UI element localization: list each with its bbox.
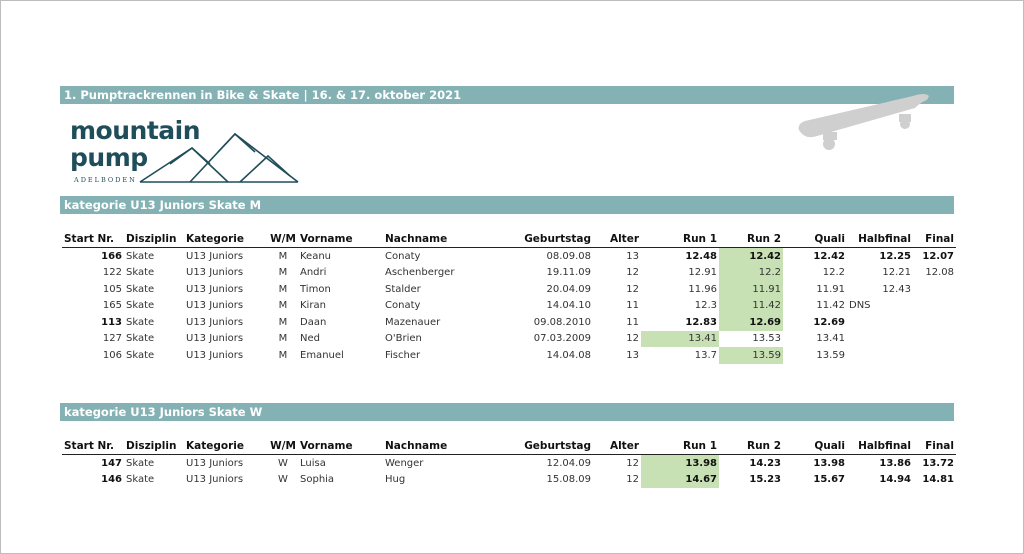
cell-kategorie: U13 Juniors bbox=[186, 300, 244, 312]
cell-nachname: Conaty bbox=[385, 300, 421, 312]
cell-kategorie: U13 Juniors bbox=[186, 333, 244, 345]
cell-kategorie: U13 Juniors bbox=[186, 474, 244, 486]
cell-halbfinal bbox=[847, 331, 913, 348]
cell-run1: 13.7 bbox=[694, 349, 717, 361]
cell-halbfinal: 12.25 bbox=[879, 250, 911, 262]
cell-run2: 11.42 bbox=[719, 298, 783, 315]
col-header-nachname: Nachname bbox=[383, 230, 493, 248]
cell-kategorie: U13 Juniors bbox=[186, 267, 244, 279]
cell-nachname: Stalder bbox=[385, 283, 421, 295]
cell-run1: 11.96 bbox=[688, 283, 717, 295]
cell-nachname: Conaty bbox=[385, 250, 421, 262]
cell-vorname: Emanuel bbox=[300, 349, 344, 361]
table-row bbox=[62, 331, 956, 348]
cell-wm: M bbox=[278, 316, 288, 328]
col-header-wm: W/M bbox=[268, 437, 298, 455]
cell-run2: 12.69 bbox=[719, 314, 783, 331]
cell-geburtstag: 07.03.2009 bbox=[533, 333, 591, 345]
table-row bbox=[62, 281, 956, 298]
cell-wm: M bbox=[278, 283, 288, 295]
cell-run2: 12.2 bbox=[719, 265, 783, 282]
cell-start-nr: 165 bbox=[102, 300, 122, 312]
cell-disziplin: Skate bbox=[126, 316, 155, 328]
section-heading-w: kategorie U13 Juniors Skate W bbox=[64, 405, 263, 419]
cell-wm: M bbox=[278, 250, 288, 262]
logo-subtitle: ADELBODEN bbox=[74, 176, 137, 184]
col-header-run2: Run 2 bbox=[719, 230, 783, 248]
cell-vorname: Daan bbox=[300, 316, 327, 328]
col-header-alter: Alter bbox=[593, 437, 641, 455]
cell-start-nr: 166 bbox=[101, 250, 122, 262]
section-heading-band-w bbox=[60, 403, 954, 421]
col-header-geburtstag: Geburtstag bbox=[493, 437, 593, 455]
cell-start-nr: 122 bbox=[102, 267, 122, 279]
cell-final bbox=[913, 347, 956, 364]
cell-run1: 12.3 bbox=[694, 300, 717, 312]
results-table-m bbox=[62, 230, 956, 364]
cell-nachname: Aschenberger bbox=[385, 267, 455, 279]
table-row bbox=[62, 347, 956, 364]
table-row bbox=[62, 265, 956, 282]
cell-kategorie: U13 Juniors bbox=[186, 250, 244, 262]
cell-quali: 13.41 bbox=[816, 333, 845, 345]
cell-halbfinal: DNS bbox=[849, 300, 871, 312]
cell-final: 14.81 bbox=[922, 474, 954, 486]
cell-vorname: Andri bbox=[300, 267, 327, 279]
cell-final bbox=[913, 314, 956, 331]
cell-start-nr: 113 bbox=[101, 316, 122, 328]
cell-disziplin: Skate bbox=[126, 457, 155, 469]
table-row bbox=[62, 298, 956, 315]
cell-final bbox=[913, 281, 956, 298]
cell-run2: 13.59 bbox=[719, 347, 783, 364]
cell-alter: 12 bbox=[626, 457, 639, 469]
cell-quali: 11.42 bbox=[816, 300, 845, 312]
cell-start-nr: 105 bbox=[102, 283, 122, 295]
cell-alter: 13 bbox=[626, 250, 639, 262]
cell-wm: M bbox=[278, 300, 288, 312]
table-row bbox=[62, 472, 956, 489]
col-header-start-nr: Start Nr. bbox=[62, 230, 124, 248]
cell-vorname: Kiran bbox=[300, 300, 326, 312]
section-heading-m: kategorie U13 Juniors Skate M bbox=[64, 198, 262, 212]
cell-final bbox=[913, 331, 956, 348]
col-header-disziplin: Disziplin bbox=[124, 230, 184, 248]
logo-word-mountain: mountain bbox=[70, 116, 201, 145]
col-header-quali: Quali bbox=[783, 230, 847, 248]
cell-disziplin: Skate bbox=[126, 474, 155, 486]
col-header-run1: Run 1 bbox=[641, 437, 719, 455]
cell-run2: 15.23 bbox=[749, 474, 781, 486]
cell-halbfinal: 13.86 bbox=[879, 457, 911, 469]
cell-quali: 13.98 bbox=[813, 457, 845, 469]
col-header-halbfinal: Halbfinal bbox=[847, 230, 913, 248]
table-row bbox=[62, 314, 956, 331]
cell-geburtstag: 08.09.08 bbox=[546, 250, 591, 262]
event-title: 1. Pumptrackrennen in Bike & Skate | 16. & 17. oktober 2021 bbox=[64, 88, 462, 102]
cell-disziplin: Skate bbox=[126, 349, 155, 361]
cell-final: 12.07 bbox=[922, 250, 954, 262]
col-header-kategorie: Kategorie bbox=[184, 230, 268, 248]
cell-nachname: Hug bbox=[385, 474, 406, 486]
cell-disziplin: Skate bbox=[126, 333, 155, 345]
cell-run2: 11.91 bbox=[719, 281, 783, 298]
col-header-quali: Quali bbox=[783, 437, 847, 455]
cell-nachname: Mazenauer bbox=[385, 316, 441, 328]
cell-start-nr: 106 bbox=[102, 349, 122, 361]
cell-quali: 12.42 bbox=[813, 250, 845, 262]
cell-run2: 13.53 bbox=[752, 333, 781, 345]
col-header-wm: W/M bbox=[268, 230, 298, 248]
logo-word-pump: pump bbox=[70, 143, 148, 172]
cell-vorname: Luisa bbox=[300, 457, 326, 469]
cell-geburtstag: 20.04.09 bbox=[546, 283, 591, 295]
col-header-geburtstag: Geburtstag bbox=[493, 230, 593, 248]
cell-run1: 12.83 bbox=[685, 316, 717, 328]
cell-geburtstag: 09.08.2010 bbox=[533, 316, 591, 328]
cell-kategorie: U13 Juniors bbox=[186, 349, 244, 361]
cell-geburtstag: 15.08.09 bbox=[546, 474, 591, 486]
cell-run2: 14.23 bbox=[749, 457, 781, 469]
cell-start-nr: 127 bbox=[102, 333, 122, 345]
cell-alter: 12 bbox=[626, 283, 639, 295]
col-header-run2: Run 2 bbox=[719, 437, 783, 455]
cell-run1: 13.98 bbox=[641, 455, 719, 472]
cell-quali: 12.2 bbox=[822, 267, 845, 279]
cell-alter: 12 bbox=[626, 474, 639, 486]
skateboard-icon bbox=[795, 90, 935, 152]
cell-alter: 12 bbox=[626, 333, 639, 345]
cell-run2: 12.42 bbox=[719, 248, 783, 265]
cell-halbfinal bbox=[847, 314, 913, 331]
cell-final: 13.72 bbox=[922, 457, 954, 469]
cell-run1: 13.41 bbox=[641, 331, 719, 348]
cell-geburtstag: 14.04.08 bbox=[546, 349, 591, 361]
col-header-vorname: Vorname bbox=[298, 230, 383, 248]
cell-wm: M bbox=[278, 267, 288, 279]
results-table-w bbox=[62, 437, 956, 488]
cell-wm: W bbox=[278, 474, 288, 486]
cell-nachname: Fischer bbox=[385, 349, 421, 361]
cell-run1: 12.48 bbox=[685, 250, 717, 262]
section-heading-band-m bbox=[60, 196, 954, 214]
table-header-row bbox=[62, 437, 956, 455]
cell-wm: M bbox=[278, 333, 288, 345]
cell-nachname: O'Brien bbox=[385, 333, 422, 345]
cell-halbfinal: 14.94 bbox=[879, 474, 911, 486]
cell-vorname: Ned bbox=[300, 333, 320, 345]
cell-halbfinal bbox=[847, 347, 913, 364]
col-header-vorname: Vorname bbox=[298, 437, 383, 455]
cell-disziplin: Skate bbox=[126, 250, 155, 262]
table-row bbox=[62, 248, 956, 265]
cell-kategorie: U13 Juniors bbox=[186, 283, 244, 295]
cell-alter: 11 bbox=[626, 300, 639, 312]
cell-halbfinal: 12.43 bbox=[882, 283, 911, 295]
mountains-icon bbox=[70, 130, 302, 185]
cell-final: 12.08 bbox=[925, 267, 954, 279]
table-row bbox=[62, 455, 956, 472]
col-header-disziplin: Disziplin bbox=[124, 437, 184, 455]
cell-vorname: Timon bbox=[300, 283, 331, 295]
col-header-alter: Alter bbox=[593, 230, 641, 248]
cell-run1: 14.67 bbox=[641, 472, 719, 489]
cell-wm: M bbox=[278, 349, 288, 361]
cell-disziplin: Skate bbox=[126, 267, 155, 279]
cell-disziplin: Skate bbox=[126, 283, 155, 295]
col-header-start-nr: Start Nr. bbox=[62, 437, 124, 455]
cell-alter: 11 bbox=[626, 316, 639, 328]
col-header-kategorie: Kategorie bbox=[184, 437, 268, 455]
col-header-run1: Run 1 bbox=[641, 230, 719, 248]
cell-nachname: Wenger bbox=[385, 457, 424, 469]
cell-geburtstag: 14.04.10 bbox=[546, 300, 591, 312]
cell-quali: 11.91 bbox=[816, 283, 845, 295]
cell-start-nr: 147 bbox=[101, 457, 122, 469]
cell-kategorie: U13 Juniors bbox=[186, 316, 244, 328]
col-header-final: Final bbox=[913, 230, 956, 248]
col-header-nachname: Nachname bbox=[383, 437, 493, 455]
col-header-final: Final bbox=[913, 437, 956, 455]
col-header-halbfinal: Halbfinal bbox=[847, 437, 913, 455]
cell-geburtstag: 12.04.09 bbox=[546, 457, 591, 469]
cell-disziplin: Skate bbox=[126, 300, 155, 312]
cell-quali: 15.67 bbox=[813, 474, 845, 486]
cell-alter: 13 bbox=[626, 349, 639, 361]
cell-quali: 12.69 bbox=[813, 316, 845, 328]
cell-alter: 12 bbox=[626, 267, 639, 279]
cell-kategorie: U13 Juniors bbox=[186, 457, 244, 469]
cell-vorname: Sophia bbox=[300, 474, 335, 486]
cell-run1: 12.91 bbox=[688, 267, 717, 279]
cell-geburtstag: 19.11.09 bbox=[546, 267, 591, 279]
cell-quali: 13.59 bbox=[816, 349, 845, 361]
cell-vorname: Keanu bbox=[300, 250, 332, 262]
cell-final bbox=[913, 298, 956, 315]
cell-start-nr: 146 bbox=[101, 474, 122, 486]
table-header-row bbox=[62, 230, 956, 248]
cell-wm: W bbox=[278, 457, 288, 469]
cell-halbfinal: 12.21 bbox=[882, 267, 911, 279]
